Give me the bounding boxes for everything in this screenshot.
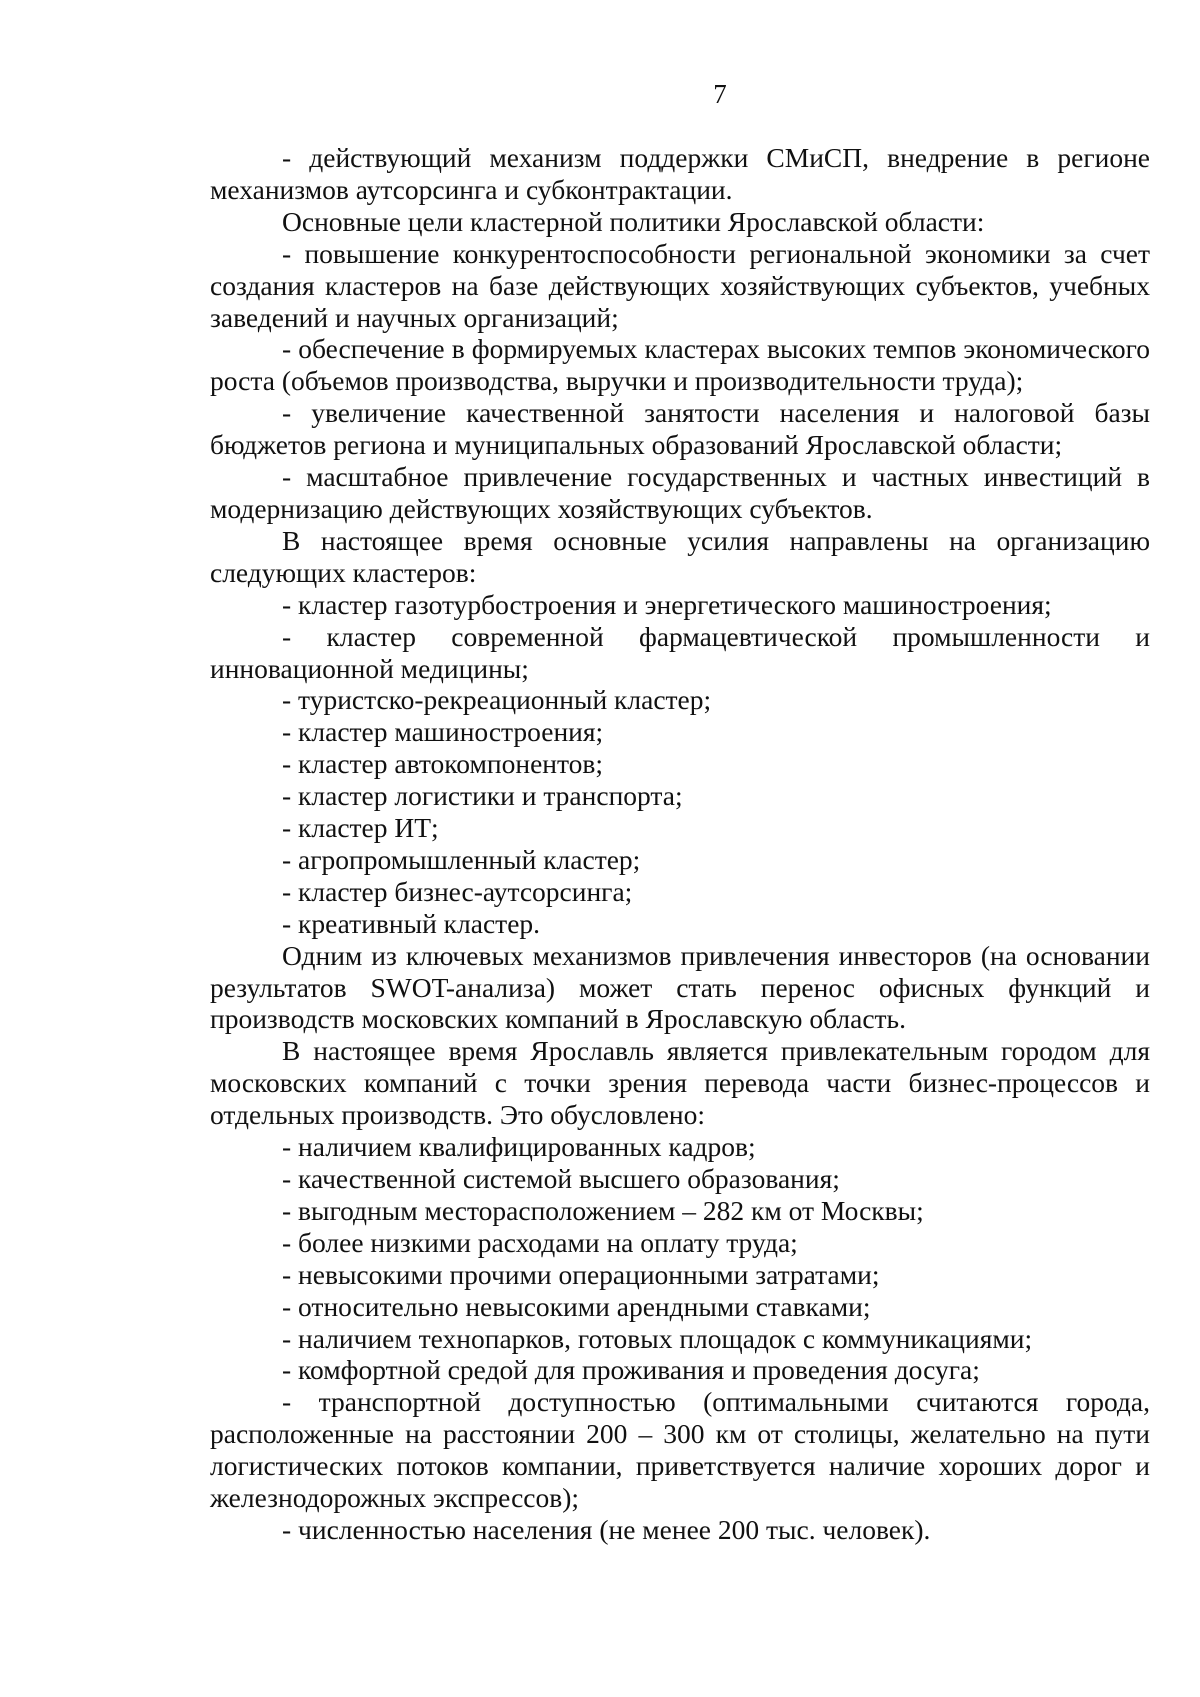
list-item-goal-employment: - увеличение качественной занятости населения и налоговой базы бюджетов региона и муниципальных образований Ярославской области; [210, 397, 1150, 461]
list-item-reason-environment: - комфортной средой для проживания и проведения досуга; [282, 1354, 980, 1386]
list-item-cluster-pharma: - кластер современной фармацевтической промышленности и инновационной медицины; [210, 620, 1150, 684]
list-item-cluster-creative: - креативный кластер. [282, 907, 541, 939]
list-item-cluster-outsourcing: - кластер бизнес-аутсорсинга; [282, 875, 633, 907]
list-item-reason-technoparks: - наличием технопарков, готовых площадок с коммуникациями; [282, 1322, 1033, 1354]
list-item-goal-growth: - обеспечение в формируемых кластерах высоких темпов экономического роста (объемов производства, выручки и производительности труда); [210, 333, 1150, 397]
list-item-reason-operating-cost: - невысокими прочими операционными затратами; [282, 1258, 880, 1290]
list-item-reason-rent: - относительно невысокими арендными ставками; [282, 1290, 871, 1322]
list-item-goal-competitiveness: - повышение конкурентоспособности региональной экономики за счет создания кластеров на базе действующих хозяйствующих субъектов, учебных заведений и научных организаций; [210, 237, 1150, 333]
list-item-goal-investments: - масштабное привлечение государственных и частных инвестиций в модернизацию действующих хозяйствующих субъектов. [210, 461, 1150, 524]
list-item-reason-location: - выгодным месторасположением – 282 км от Москвы; [282, 1194, 924, 1226]
paragraph-yaroslavl-attractive: В настоящее время Ярославль является привлекательным городом для московских компаний с точки зрения перевода части бизнес-процессов и отдельных производств. Это обусловлено: [210, 1035, 1150, 1131]
paragraph-cluster-policy-goals: Основные цели кластерной политики Ярославской области: [282, 205, 985, 237]
page-number: 7 [713, 79, 727, 109]
list-item-reason-staff: - наличием квалифицированных кадров; [282, 1131, 756, 1163]
list-item-reason-population: - численностью населения (не менее 200 тыс. человек). [282, 1513, 931, 1545]
list-item-cluster-autocomponents: - кластер автокомпонентов; [282, 748, 604, 780]
list-item-cluster-gas-turbine: - кластер газотурбостроения и энергетического машиностроения; [282, 588, 1052, 620]
list-item-reason-labor-cost: - более низкими расходами на оплату труда; [282, 1226, 798, 1258]
paragraph-smsp-support: - действующий механизм поддержки СМиСП, внедрение в регионе механизмов аутсорсинга и субконтрактации. [210, 142, 1150, 205]
list-item-cluster-it: - кластер ИТ; [282, 812, 439, 844]
list-item-cluster-machinery: - кластер машиностроения; [282, 716, 604, 748]
list-item-reason-transport: - транспортной доступностью (оптимальными считаются города, расположенные на расстоянии 200 – 300 км от столицы, желательно на пути логистических потоков компании, приветствуется наличие хороших дорог и железнодорожных экспрессов); [210, 1386, 1150, 1514]
list-item-cluster-agro: - агропромышленный кластер; [282, 843, 641, 875]
document-body [210, 142, 1150, 1546]
list-item-reason-education: - качественной системой высшего образования; [282, 1163, 840, 1194]
list-item-cluster-tourism: - туристско-рекреационный кластер; [282, 684, 712, 716]
list-item-cluster-logistics: - кластер логистики и транспорта; [282, 780, 683, 812]
paragraph-clusters-intro: В настоящее время основные усилия направлены на организацию следующих кластеров: [210, 524, 1150, 588]
paragraph-investor-mechanism: Одним из ключевых механизмов привлечения инвесторов (на основании результатов SWOT-анализа) может стать перенос офисных функций и производств московских компаний в Ярославскую область. [210, 939, 1150, 1035]
